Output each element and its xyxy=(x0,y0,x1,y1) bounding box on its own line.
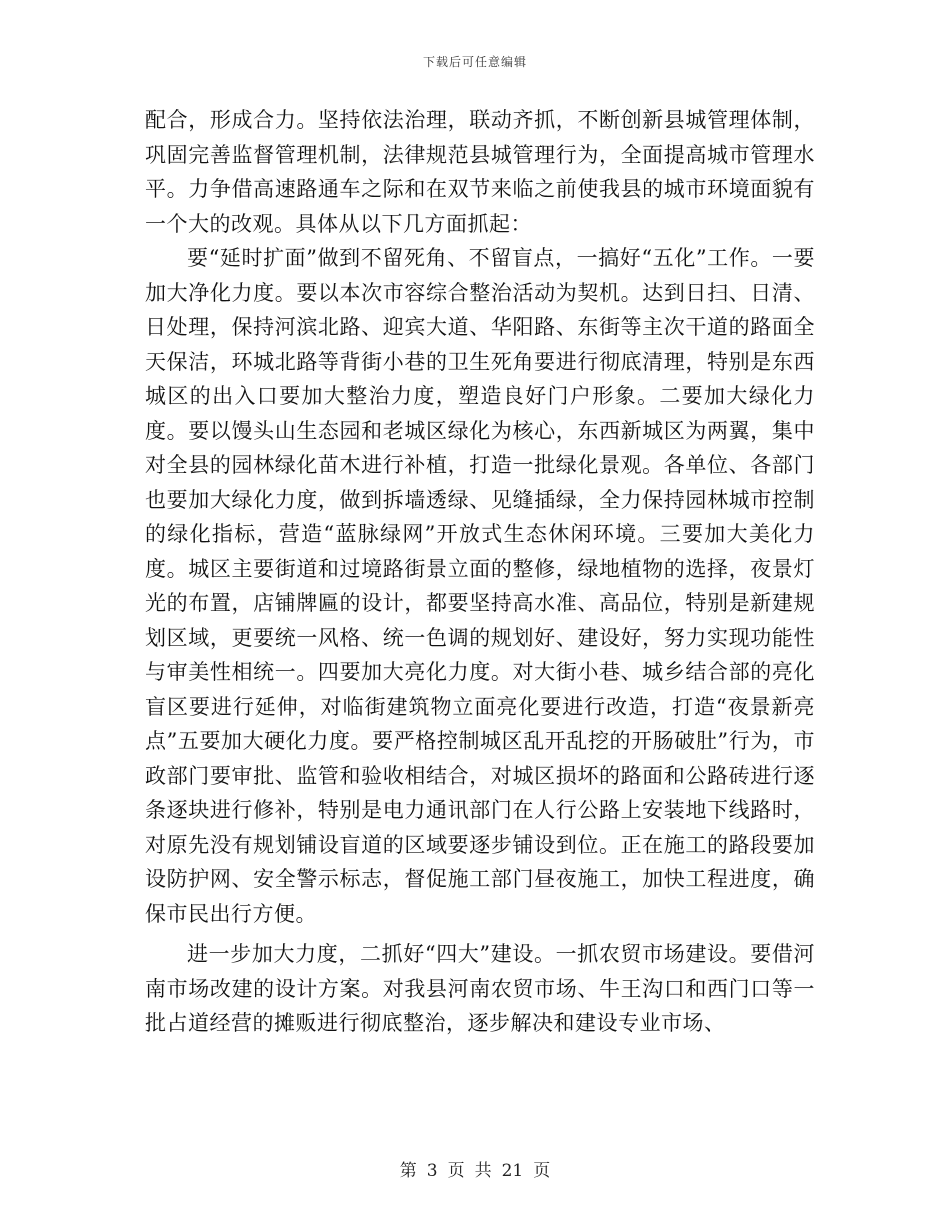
page-header-note: 下载后可任意编辑 xyxy=(422,55,527,69)
paragraph-2: 要“延时扩面”做到不留死角、不留盲点，一搞好“五化”工作。一要加大净化力度。要以本次市容综合整治活动为契机。达到日扫、日清、日处理，保持河滨北路、迎宾大道、华阳路、东街等主次干道的路面全天保洁，环城北路等背街小巷的卫生死角要进行彻底清理，特别是东西城区的出入口要加大整治力度，塑造良好门户形象。二要加大绿化力度。要以馒头山生态园和老城区绿化为核心，东西新城区为两翼，集中对全县的园林绿化苗木进行补植，打造一批绿化景观。各单位、各部门也要加大绿化力度，做到拆墙透绿、见缝插绿，全力保持园林城市控制的绿化指标，营造“蓝脉绿网”开放式生态休闲环境。三要加大美化力度。城区主要街道和过境路街景立面的整修，绿地植物的选择，夜景灯光的布置，店铺牌匾的设计，都要坚持高水准、高品位，特别是新建规划区域，更要统一风格、统一色调的规划好、建设好，努力实现功能性与审美性相统一。四要加大亮化力度。对大街小巷、城乡结合部的亮化盲区要进行延伸，对临街建筑物立面亮化要进行改造，打造“夜景新亮点”五要加大硬化力度。要严格控制城区乱开乱挖的开肠破肚”行为，市政部门要审批、监管和验收相结合，对城区损坏的路面和公路砖进行逐条逐块进行修补，特别是电力通讯部门在人行公路上安装地下线路时，对原先没有规划铺设盲道的区域要逐步铺设到位。正在施工的路段要加设防护网、安全警示标志，督促施工部门昼夜施工，加快工程进度，确保市民出行方便。 xyxy=(145,246,815,926)
page-number-footer xyxy=(0,1156,950,1181)
footer-label-suffix: 页 xyxy=(533,1161,551,1181)
paragraph-1: 配合，形成合力。坚持依法治理，联动齐抓，不断创新县城管理体制，巩固完善监督管理机制，法律规范县城管理行为，全面提高城市管理水平。力争借高速路通车之际和在双节来临之前使我县的城市环境面貌有一个大的改观。具体从以下几方面抓起： xyxy=(145,108,815,236)
footer-label-prefix: 第 xyxy=(399,1161,417,1181)
paragraph-3: 进一步加大力度，二抓好“四大”建设。一抓农贸市场建设。要借河南市场改建的设计方案。对我县河南农贸市场、牛王沟口和西门口等一批占道经营的摊贩进行彻底整治，逐步解决和建设专业市场、 xyxy=(145,942,815,1035)
footer-label-total-prefix: 共 xyxy=(474,1161,492,1181)
document-body xyxy=(145,103,815,1041)
footer-total-pages: 21 xyxy=(501,1161,524,1181)
footer-current-page: 3 xyxy=(426,1161,438,1181)
footer-label-mid: 页 xyxy=(447,1161,465,1181)
